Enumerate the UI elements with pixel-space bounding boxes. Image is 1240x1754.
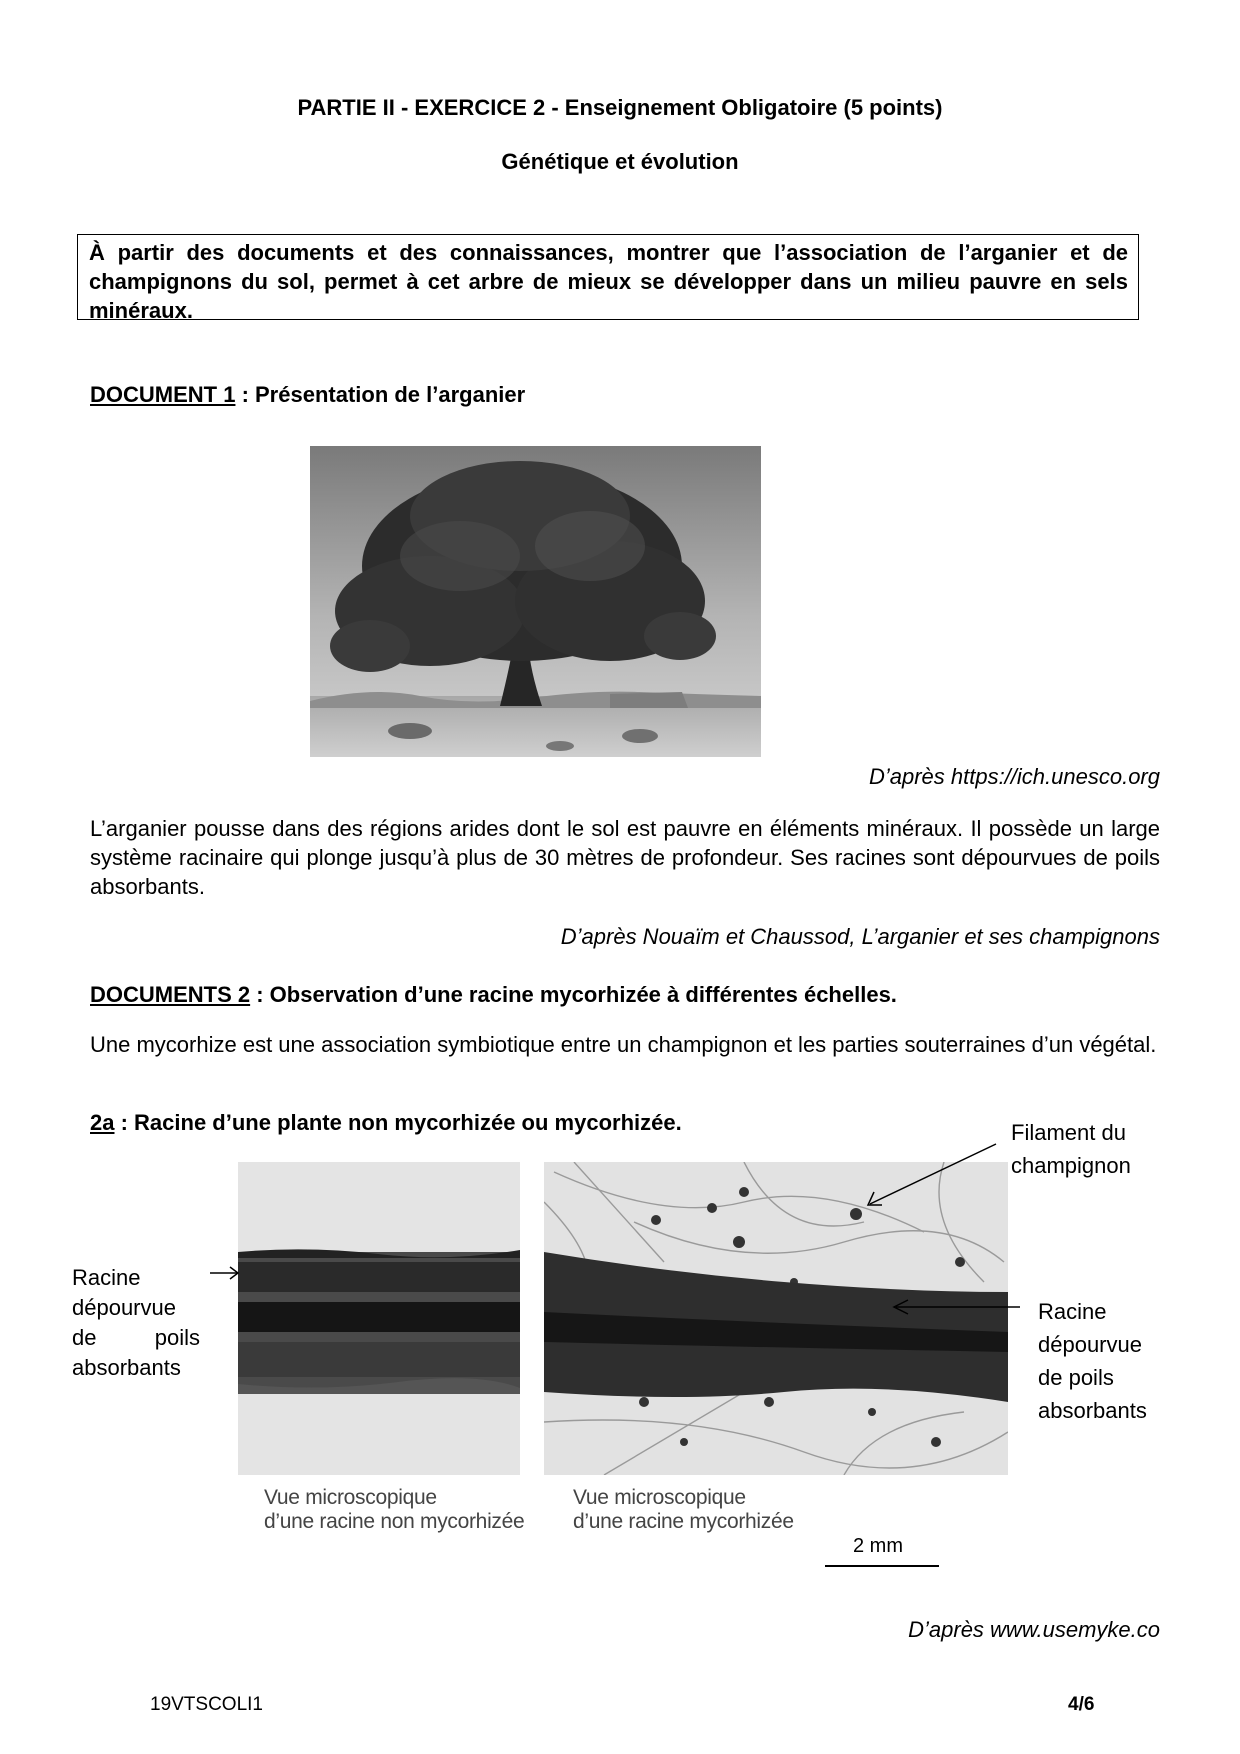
label-right: Racine dépourvue de poils absorbants — [1038, 1299, 1147, 1423]
page-title: PARTIE II - EXERCICE 2 - Enseignement Obligatoire (5 points) — [297, 95, 943, 120]
scale-label: 2 mm — [853, 1535, 903, 1557]
page-subtitle: Génétique et évolution — [501, 149, 739, 174]
doc1-label: DOCUMENT 1 — [90, 382, 236, 407]
doc2-label: DOCUMENTS 2 — [90, 982, 251, 1007]
doc1-text-source: D’après Nouaïm et Chaussod, L’arganier et ses champignons — [560, 924, 1160, 949]
label-left: Racine dépourvue de poils absorbants — [72, 1265, 200, 1380]
doc2-heading — [90, 982, 897, 1008]
tree-photo-icon — [310, 446, 761, 757]
doc2-text: Une mycorhize est une association symbiotique entre un champignon et les parties souterraines d’un végétal. — [90, 1032, 1157, 1057]
instruction-box: À partir des documents et des connaissances, montrer que l’association de l’arganier et de champignons du sol, permet à cet arbre de mieux se développer dans un milieu pauvre en sels minéraux. — [77, 234, 1139, 320]
label-left-de: de — [72, 1325, 97, 1350]
doc2-source: D’après www.usemyke.co — [908, 1617, 1160, 1642]
argan-tree-photo — [310, 446, 761, 757]
doc2a-label: 2a — [90, 1110, 115, 1135]
doc1-photo-source: D’après https://ich.unesco.org — [868, 764, 1160, 789]
footer-code: 19VTSCOLI1 — [150, 1694, 263, 1715]
doc1-title: : Présentation de l’arganier — [235, 382, 526, 407]
arrow-icon — [862, 1140, 1002, 1210]
arrow-icon — [886, 1298, 1026, 1316]
label-filament: Filament du champignon — [1011, 1120, 1131, 1178]
root-micrograph-icon — [238, 1162, 520, 1475]
doc2a-heading — [90, 1110, 682, 1136]
label-left-poils: poils — [154, 1325, 200, 1350]
arrow-icon — [208, 1266, 242, 1280]
doc2a-title: : Racine d’une plante non mycorhizée ou mycorhizée. — [114, 1110, 682, 1135]
page-number: 4/6 — [1068, 1694, 1095, 1715]
doc2-title: : Observation d’une racine mycorhizée à différentes échelles. — [250, 982, 897, 1007]
micrograph-non-mycorrhizal — [238, 1162, 520, 1475]
caption-left: Vue microscopique d’une racine non mycorhizée — [264, 1486, 525, 1533]
caption-right: Vue microscopique d’une racine mycorhizée — [573, 1486, 794, 1533]
scale-bar — [825, 1565, 939, 1567]
doc1-heading — [90, 382, 525, 408]
doc1-text: L’arganier pousse dans des régions arides dont le sol est pauvre en éléments minéraux. Il possède un large système racinaire qui plonge jusqu’à plus de 30 mètres de profondeur. Ses racines sont dépourvues de poils absorbants. — [90, 816, 1160, 899]
